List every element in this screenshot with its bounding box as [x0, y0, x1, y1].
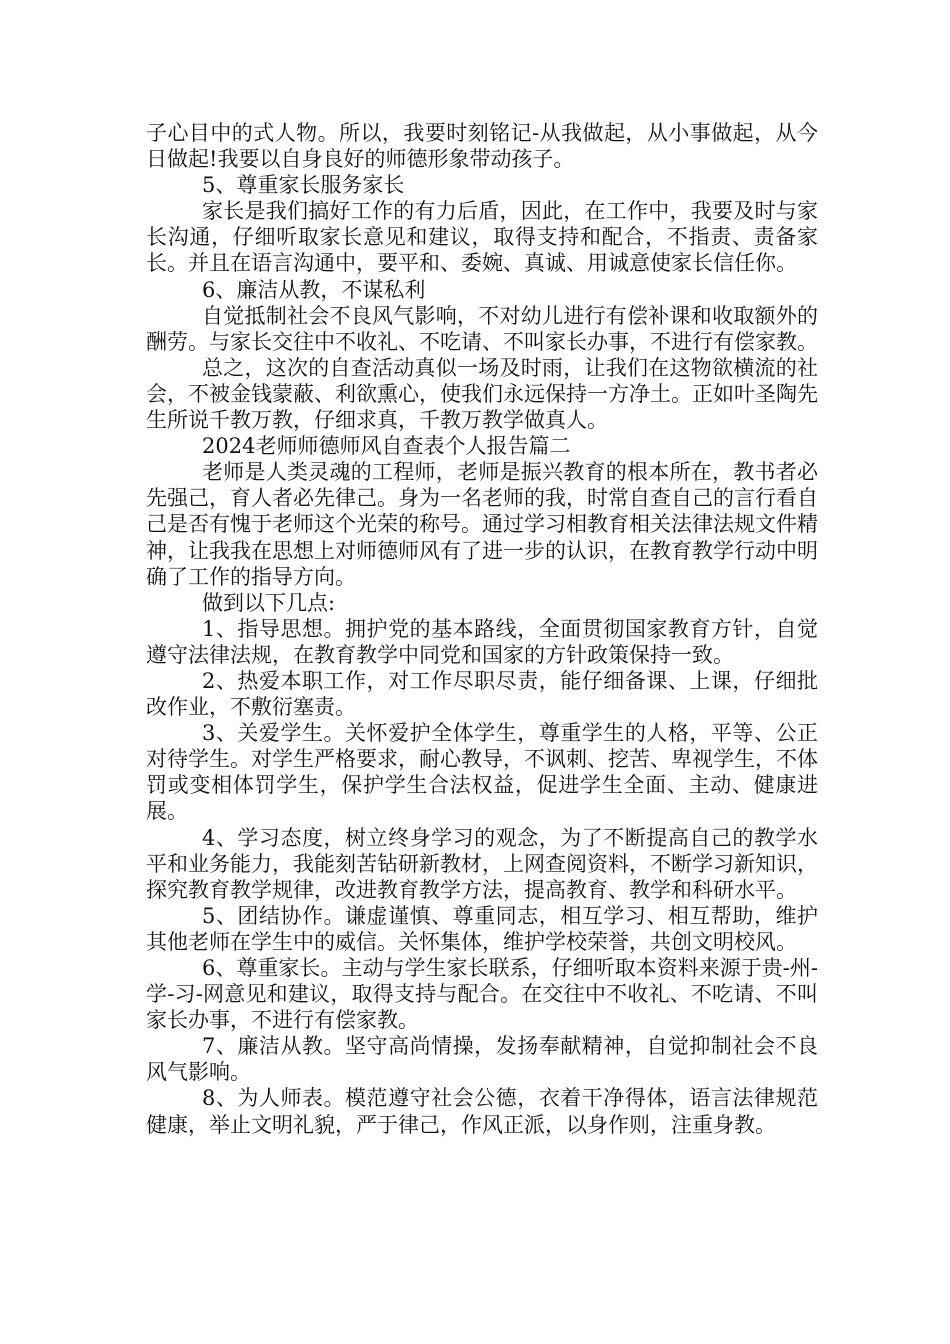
paragraph-integrity: 自觉抵制社会不良风气影响，不对幼儿进行有偿补课和收取额外的酬劳。与家长交往中不收礼、不吃请、不叫家长办事，不进行有偿家教。 [146, 303, 818, 354]
paragraph-1: 子心目中的式人物。所以，我要时刻铭记-从我做起，从小事做起，从今日做起!我要以自身良好的师德形象带动孩子。 [146, 121, 818, 172]
list-item-6: 6、尊重家长。主动与学生家长联系，仔细听取本资料来源于贵-州-学-习-网意见和建议，取得支持与配合。在交往中不收礼、不吃请、不叫家长办事，不进行有偿家教。 [146, 956, 818, 1033]
list-item-4: 4、学习态度，树立终身学习的观念，为了不断提高自己的教学水平和业务能力，我能刻苦钻研新教材，上网查阅资料，不断学习新知识，探究教育教学规律，改进教育教学方法，提高教育、教学和科研水平。 [146, 825, 818, 902]
paragraph-points-lead: 做到以下几点: [202, 590, 336, 615]
heading-integrity: 6、廉洁从教，不谋私利 [202, 277, 426, 302]
list-item-2: 2、热爱本职工作，对工作尽职尽责，能仔细备课、上课，仔细批改作业，不敷衍塞责。 [146, 668, 818, 720]
paragraph-parents: 家长是我们搞好工作的有力后盾，因此，在工作中，我要及时与家长沟通，仔细听取家长意见和建议，取得支持和配合，不指责、责备家长。并且在语言沟通中，要平和、委婉、真诚、用诚意使家长信任你。 [146, 199, 818, 276]
document-page [146, 120, 818, 1138]
heading-respect-parents: 5、尊重家长服务家长 [202, 173, 405, 198]
list-item-1: 1、指导思想。拥护党的基本路线，全面贯彻国家教育方针，自觉遵守法律法规，在教育教学中同党和国家的方针政策保持一致。 [146, 616, 818, 667]
list-item-7: 7、廉洁从教。坚守高尚情操，发扬奉献精神，自觉抑制社会不良风气影响。 [146, 1034, 818, 1085]
list-item-5: 5、团结协作。谦虚谨慎、尊重同志，相互学习、相互帮助，维护其他老师在学生中的威信。关怀集体，维护学校荣誉，共创文明校风。 [146, 903, 818, 954]
list-item-8: 8、为人师表。模范遵守社会公德，衣着干净得体，语言法律规范健康，举止文明礼貌，严于律己，作风正派，以身作则，注重身教。 [146, 1086, 818, 1137]
list-item-3: 3、关爱学生。关怀爱护全体学生，尊重学生的人格，平等、公正对待学生。对学生严格要求，耐心教导，不讽刺、挖苦、卑视学生，不体罚或变相体罚学生，保护学生合法权益，促进学生全面、主动、健康进展。 [146, 721, 818, 824]
paragraph-intro-part-two: 老师是人类灵魂的工程师，老师是振兴教育的根本所在，教书者必先强己，育人者必先律己。身为一名老师的我，时常自查自己的言行看自己是否有愧于老师这个光荣的称号。通过学习相教育相关法律法规文件精神，让我我在思想上对师德师风有了进一步的认识，在教育教学行动中明确了工作的指导方向。 [146, 460, 818, 589]
paragraph-summary: 总之，这次的自查活动真似一场及时雨，让我们在这物欲横流的社会，不被金钱蒙蔽、利欲熏心，使我们永远保持一方净土。正如叶圣陶先生所说千教万教，仔细求真，千教万教学做真人。 [146, 355, 818, 433]
section-title-part-two: 2024老师师德师风自查表个人报告篇二 [202, 434, 571, 459]
